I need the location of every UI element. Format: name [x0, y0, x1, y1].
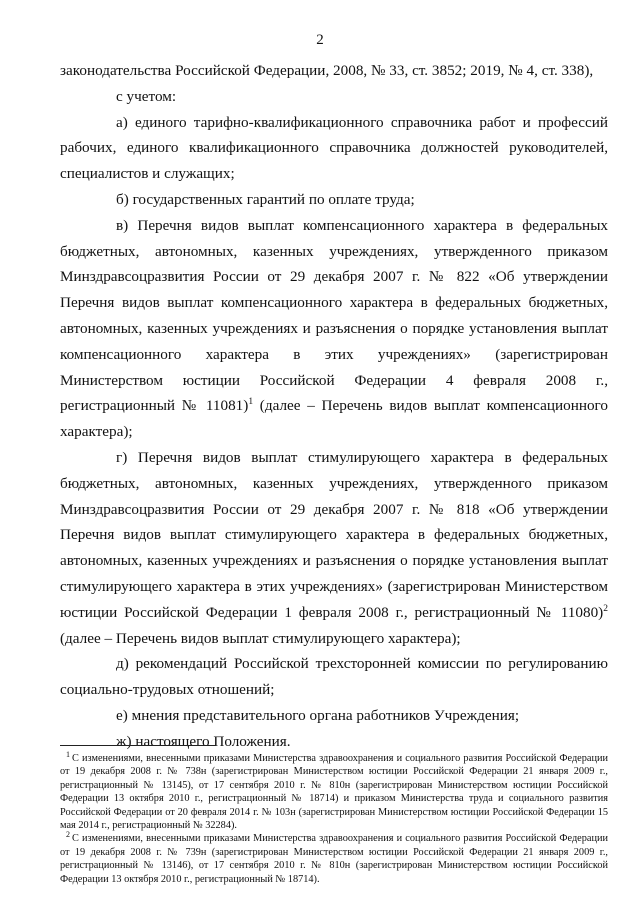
paragraph-taking-into-account: с учетом:	[116, 87, 177, 105]
page-number: 2	[316, 32, 324, 48]
paragraph-item-v	[60, 213, 608, 445]
footnote-1-number: 1	[66, 749, 70, 759]
paragraph-intro-continuation: законодательства Российской Федерации, 2008, № 33, ст. 3852; 2019, № 4, ст. 338),	[60, 62, 594, 79]
paragraph-item-zh: ж) настоящего Положения.	[116, 732, 291, 750]
document-body	[60, 58, 608, 755]
paragraph-item-g	[60, 445, 608, 651]
footnote-2	[60, 832, 608, 886]
paragraph-item-a: а) единого тарифно-квалификационного справочника работ и профессий рабочих, единого квалификационного справочника должностей руководителей, специалистов и служащих;	[60, 113, 608, 183]
paragraph-item-v-tail: (далее – Перечень видов выплат компенсационного характера);	[60, 397, 608, 441]
footnote-1-text: С изменениями, внесенными приказами Министерства здравоохранения и социального развития Российской Федерации от 19 декабря 2008 г. № 738н (зарегистрирован Министерством юстиции Российской Федерации 21 января 2009 г., регистрационный № 13145), от 17 сентября 2010 г. № 810н (зарегистрирован Министерством юстиции Российской Федерации 13 октября 2010 г., регистрационный № 18714) и приказом Министерства труда и социального развития Российской Федерации от 20 февраля 2014 г. № 103н (зарегистрирован Министерством юстиции Российской Федерации 15 мая 2014 г., регистрационный № 32284).	[60, 753, 608, 832]
paragraph-item-v-text: в) Перечня видов выплат компенсационного характера в федеральных бюджетных, автономных, казенных учреждениях, утвержденного приказом Минздравсоцразвития России от 29 декабря 2007 г. № 822 «Об утверждении Перечня видов выплат компенсационного характера в федеральных бюджетных, автономных, казенных учреждениях и разъяснения о порядке установления выплат компенсационного характера в этих учреждениях» (зарегистрирован Министерством юстиции Российской Федерации 4 февраля 2008 г., регистрационный № 11081)	[60, 216, 608, 415]
footnote-2-text: С изменениями, внесенными приказами Министерства здравоохранения и социального развития Российской Федерации от 19 декабря 2008 г. № 739н (зарегистрирован Министерством юстиции Российской Федерации 21 января 2009 г., регистрационный № 13146), от 17 сентября 2010 г. № 810н (зарегистрирован Министерством юстиции Российской Федерации 13 октября 2010 г., регистрационный № 18714).	[60, 833, 608, 885]
paragraph-item-b: б) государственных гарантий по оплате труда;	[116, 190, 415, 208]
footnote-ref-2[interactable]: 2	[603, 603, 608, 614]
paragraph-item-e: е) мнения представительного органа работников Учреждения;	[116, 706, 520, 724]
footnote-ref-1[interactable]: 1	[248, 397, 254, 408]
footnote-separator	[60, 745, 216, 746]
footnote-2-number: 2	[66, 830, 70, 840]
footnotes	[60, 749, 608, 886]
paragraph-item-d: д) рекомендаций Российской трехсторонней комиссии по регулированию социально-трудовых отношений;	[60, 655, 608, 699]
paragraph-item-g-text: г) Перечня видов выплат стимулирующего характера в федеральных бюджетных, автономных, казенных учреждениях, утвержденного приказом Минздравсоцразвития России от 29 декабря 2007 г. № 818 «Об утверждении Перечня видов выплат стимулирующего характера в федеральных бюджетных, автономных, казенных учреждениях и разъяснения о порядке установления выплат стимулирующего характера в этих учреждениях» (зарегистрирован Министерством юстиции Российской Федерации 1 февраля 2008 г., регистрационный № 11080)	[60, 448, 608, 621]
footnote-1	[60, 749, 608, 832]
paragraph-item-g-tail: (далее – Перечень видов выплат стимулирующего характера);	[60, 629, 461, 647]
